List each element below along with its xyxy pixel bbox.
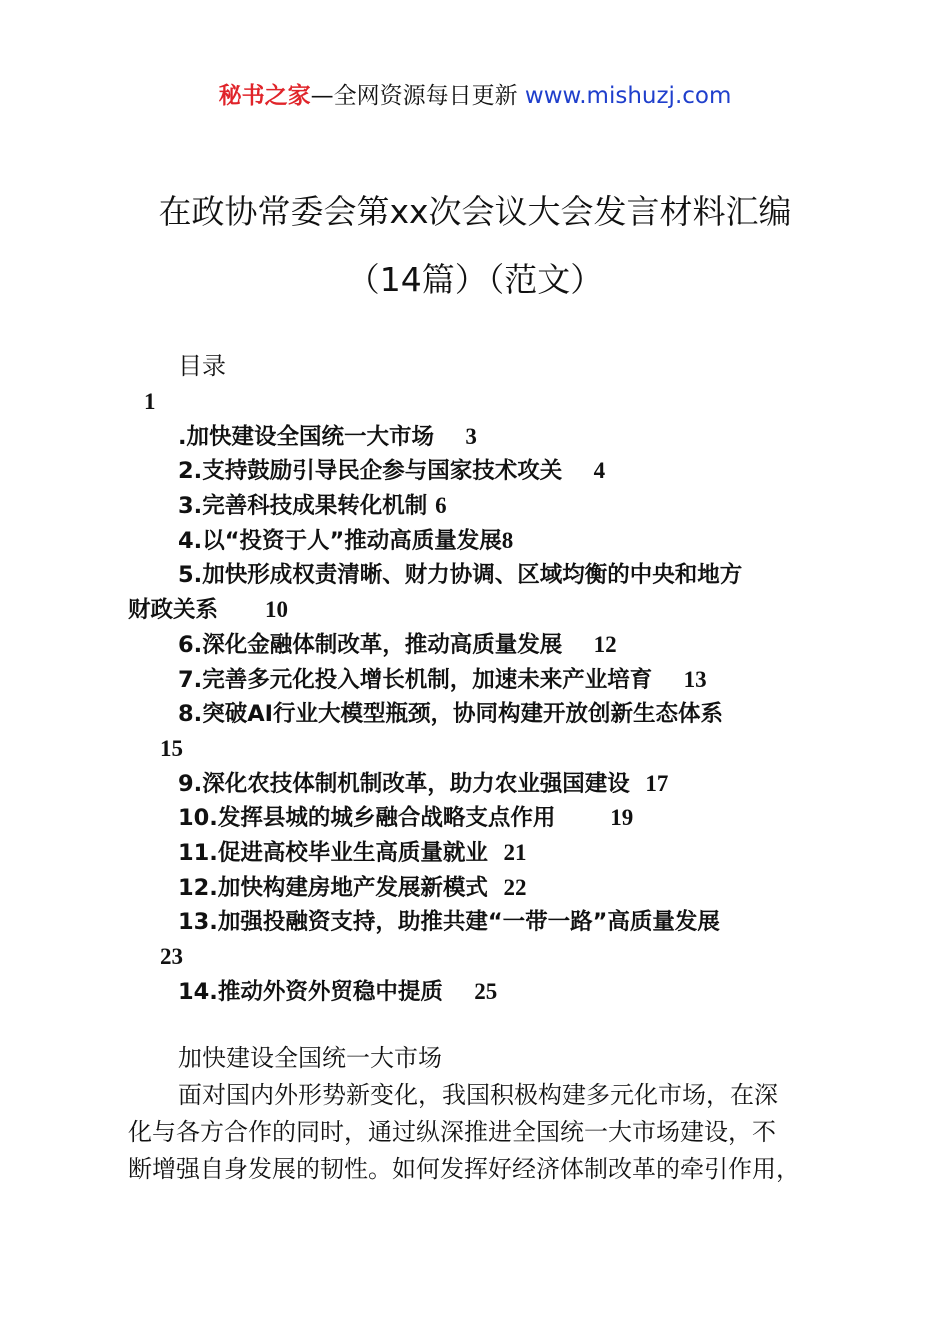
document-subtitle: （14篇）（范文） xyxy=(346,260,604,299)
toc-item-title: 8.突破AI行业大模型瓶颈，协同构建开放创新生态体系 xyxy=(178,701,723,728)
toc-line[interactable] xyxy=(128,593,838,628)
site-slogan: —全网资源每日更新 xyxy=(310,83,518,109)
section-title: 加快建设全国统一大市场 xyxy=(178,1044,442,1072)
toc-page-number: 4 xyxy=(593,458,606,484)
toc-item-title: 6.深化金融体制改革，推动高质量发展 xyxy=(178,631,563,658)
toc-line[interactable] xyxy=(128,524,838,559)
toc-page-number: 8 xyxy=(501,527,514,553)
toc-page-number: 15 xyxy=(160,735,183,761)
toc-line[interactable] xyxy=(128,663,838,698)
toc-line[interactable] xyxy=(128,836,838,871)
site-url-link[interactable]: www.mishuzj.com xyxy=(524,83,732,109)
toc-page-number: 13 xyxy=(683,666,707,692)
toc-item-title: 3.完善科技成果转化机制 xyxy=(178,493,428,520)
toc-item-title: 9.深化农技体制机制改革，助力农业强国建设 xyxy=(178,770,630,797)
site-brand: 秘书之家 xyxy=(218,83,311,109)
toc-line[interactable] xyxy=(128,767,838,802)
toc-item-title: .加快建设全国统一大市场 xyxy=(178,423,435,450)
paragraph-line: 面对国内外形势新变化，我国积极构建多元化市场，在深 xyxy=(178,1081,778,1109)
toc-page-number: 19 xyxy=(610,805,634,831)
toc-line[interactable] xyxy=(128,940,838,975)
toc-item-title: 10.发挥县城的城乡融合战略支点作用 xyxy=(178,805,556,832)
toc-heading: 目录 xyxy=(178,352,226,380)
toc-line[interactable] xyxy=(128,697,838,732)
toc-page-number: 21 xyxy=(503,839,527,865)
toc-page-number: 10 xyxy=(265,597,289,623)
toc-page-number: 6 xyxy=(435,493,447,519)
toc-item-title: 4.以“投资于人”推动高质量发展 xyxy=(178,527,502,554)
toc-page-number: 23 xyxy=(160,944,183,969)
table-of-contents xyxy=(128,385,838,1009)
toc-item-title: 财政关系 xyxy=(128,597,219,624)
toc-line[interactable] xyxy=(128,801,838,836)
toc-item-title: 2.支持鼓励引导民企参与国家技术攻关 xyxy=(178,458,563,485)
toc-page-number: 22 xyxy=(503,874,527,900)
toc-item-title: 12.加快构建房地产发展新模式 xyxy=(178,874,488,901)
body-section xyxy=(128,1040,838,1188)
toc-line[interactable] xyxy=(128,420,838,455)
toc-page-number: 3 xyxy=(465,423,477,449)
toc-line[interactable] xyxy=(128,905,838,940)
toc-item-title: 7.完善多元化投入增长机制，加速未来产业培育 xyxy=(178,666,653,693)
toc-line[interactable] xyxy=(128,558,838,593)
toc-page-number: 17 xyxy=(645,770,669,796)
document-title: 在政协常委会第xx次会议大会发言材料汇编 xyxy=(158,192,792,231)
toc-line[interactable] xyxy=(128,628,838,663)
toc-line[interactable] xyxy=(128,975,838,1010)
toc-item-title: 11.促进高校毕业生高质量就业 xyxy=(178,839,488,866)
toc-page-number: 25 xyxy=(474,978,498,1004)
paragraph-line: 化与各方合作的同时，通过纵深推进全国统一大市场建设，不 xyxy=(128,1118,776,1146)
toc-item-title: 5.加快形成权责清晰、财力协调、区域均衡的中央和地方 xyxy=(178,562,743,589)
site-header xyxy=(0,80,950,112)
toc-item-number: 1 xyxy=(144,389,156,414)
toc-line[interactable] xyxy=(128,489,838,524)
toc-page-number: 12 xyxy=(593,631,617,657)
paragraph-line: 断增强自身发展的韧性。如何发挥好经济体制改革的牵引作用， xyxy=(128,1155,800,1183)
toc-line[interactable] xyxy=(128,454,838,489)
toc-item-title: 14.推动外资外贸稳中提质 xyxy=(178,978,443,1005)
toc-line[interactable] xyxy=(128,732,838,767)
toc-line[interactable] xyxy=(128,871,838,906)
toc-item-title: 13.加强投融资支持，助推共建“一带一路”高质量发展 xyxy=(178,909,720,936)
toc-line[interactable] xyxy=(128,385,838,420)
